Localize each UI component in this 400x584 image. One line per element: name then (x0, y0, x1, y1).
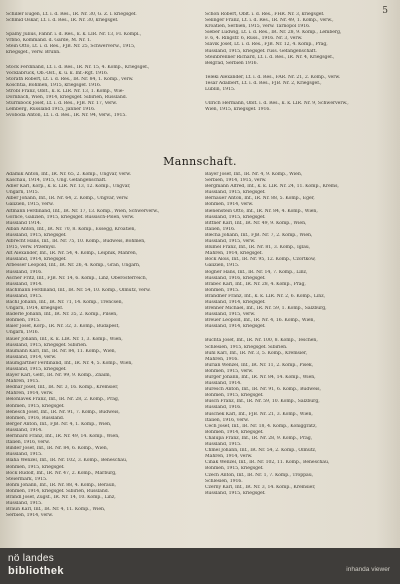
list-item: Buschek Karl, Inf., FJB. Nr. 21, 3. Komp., Wien, (205, 411, 313, 417)
list-item: Böhmen, 1915. (205, 287, 240, 293)
list-item: Russland, 1915, kriegsgef. (6, 367, 67, 372)
list-item: Russland, 1915, kriegsgef. (205, 214, 266, 220)
list-gap (6, 57, 196, 65)
list-item: Böhmen, 1914, kriegsgef. (205, 429, 264, 435)
list-item: Ungarn, 1915. (6, 190, 40, 196)
library-logo[interactable] (8, 553, 64, 577)
list-item: Russland, 1914, kriegsgef. (205, 299, 266, 305)
list-item: Russland, 1915, kriegsgef. (205, 190, 266, 196)
list-item: Böhm Johann, Inf., IR. Nr. 88, 4. Komp., Beraun, (6, 482, 116, 488)
list-gap (6, 24, 196, 32)
list-item: Cihak Wenzel, Inf., IR. Nr. 102, 11. Komp., Beneschau, (205, 460, 330, 466)
list-item: Russland, 1915. (6, 293, 43, 299)
list-item: Albrecht Hans, Inf., IR. Nr. 75, 10. Komp., Budweis, Böhmen, (6, 239, 146, 245)
list-item: Böhmen, 1914, kriegsgef. Sibirien, Russland. (6, 488, 110, 494)
list-item: Binder Josef, Inf., IR. Nr. 84, 6. Komp., Wien, (6, 446, 109, 452)
list-item: Czerny Karl, Inf., IR. Nr. 3, 14. Komp., Kremsier, (205, 484, 316, 490)
list-item: Russland, 1915. (6, 452, 43, 458)
list-item: Sturmböck Josef, Lt. i. d. Res., FJB. Nr. 17, Verw. (6, 101, 117, 107)
list-item: Blaha Wenzel, Inf., IR. Nr. 102, 3. Komp., Beneschau, (6, 458, 128, 464)
page-number: 5 (382, 6, 388, 16)
list-item: Böhmen, 1915, kriegsgef. (6, 403, 65, 409)
list-item: Slavik Josef, Lt. i. d. Res., FJB. Nr. 12, 4. Komp., Prag, (205, 42, 328, 48)
list-item: Russland, 1915, kriegsgef. (6, 232, 67, 238)
list-item: Russland, 1915, verw. (205, 312, 256, 318)
list-item: Ungarn, 1914, kriegsgef. (6, 306, 64, 312)
list-item: Schlesien, 1916. (205, 478, 243, 484)
list-item: Chalupa Franz, Inf., IR. Nr. 28, 9. Komp., Prag, (205, 435, 313, 441)
list-item: Russland, 1914. (6, 427, 43, 433)
list-item: Burger Johann, Inf., IR. Nr. 84, 14. Komp., Wien, (205, 375, 316, 380)
list-item: Schmid Oskar, Lt. i. d. Res., IR. Nr. 30, kriegsgef. (6, 18, 119, 24)
list-item: Schlesien, 1915, kriegsgef. Sibirien. (205, 344, 288, 350)
list-item: Alt Alexander, Inf., IR. Nr. 54, 4. Komp., Leipnik, Mähren, (6, 251, 138, 257)
list-item: Baier Josef, Korp., IR. Nr. 32, 3. Komp., Budapest, (6, 324, 120, 330)
list-item: Teleki Alexander, Lt. i. d. Res., FAR. Nr. 21, 2. Komp., verw. (205, 74, 341, 80)
crew-list-left (6, 172, 196, 542)
list-item: Burian Wenzel, Inf., IR. Nr. 11, 2. Komp., Pisek, (205, 362, 314, 368)
list-item: Ullrich Hermann, Oblt. i. d. Res., k. k. LIR. Nr. 9, Schwerverw., (205, 101, 349, 107)
list-item: Brandner Franz, Inf., k. k. LIR. Nr. 2, 6. Komp., Linz, (205, 293, 325, 299)
list-item: Italien, 1916, verw. (205, 417, 249, 423)
list-item: 1915, verw. Przemysl. (6, 245, 57, 251)
logo-line-2: bibliothek (8, 565, 64, 577)
list-item: Bogner Hans, Inf., IR. Nr. 14, 7. Komp., Linz, (205, 269, 308, 275)
list-item: Berger Anton, Inf., FJB. Nr. 4, 1. Komp., Wien, (6, 421, 112, 427)
list-gap (205, 67, 393, 75)
list-item: Mähren, 1914, kriegsgef. (205, 251, 263, 257)
list-item: Russland, 1914, kriegsgef. (6, 257, 67, 263)
list-item: Lublin, 1915. (205, 87, 236, 93)
list-item: Brandl Josef, Zugsf., IR. Nr. 14, 10. Komp., Linz, (6, 494, 116, 500)
list-item: Bühl Karl, Inf., IR. Nr. 3, 5. Komp., Kremsier, (205, 350, 307, 356)
list-item: Bergmann Alfred, Inf., k. k. LIR. Nr. 24, 11. Komp., Krems, (205, 184, 339, 190)
list-item: Serbien, 1914, verw. (6, 513, 54, 519)
crew-list-right (205, 172, 393, 542)
list-item: Bock Rudolf, Inf., IR. Nr. 47, 2. Komp., Marburg, (6, 470, 117, 476)
list-item: Baderle Johann, Inf., IR. Nr. 35, 2. Komp., Pilsen, (6, 312, 118, 318)
list-item: Russland, 1915, kriegsgef. Sibirien. (6, 342, 88, 348)
list-item: Brenner Michael, Inf., IR. Nr. 59, 1. Komp., Salzburg, (205, 306, 327, 312)
list-item: Adler Karl, Korp., k. k. LIR. Nr. 13, 12. Komp., Ungvár, (6, 184, 131, 190)
list-item: Russland, 1914, kriegsgef. (205, 324, 266, 330)
list-item: Lemberg, Russland 1915, Jänner 1916. (6, 107, 96, 113)
list-item: Gorlice, Galizien, 1915, kriegsgef. Russisch-Polen, verw. (6, 214, 135, 220)
officer-list-left (6, 12, 196, 119)
list-item: Mähren, 1914, verw. (205, 454, 253, 460)
list-item: Chmel Johann, Inf., IR. Nr. 54, 2. Komp., Olmütz, (205, 448, 317, 454)
list-item: Böhmen, 1915, kriegsgef. (205, 466, 264, 472)
list-item: Mähren, 1914, verw. (6, 391, 54, 397)
list-gap (205, 330, 393, 338)
list-item: Bernhard Franz, Inf., IR. Nr. 49, 14. Komp., Wien, (6, 434, 120, 440)
officer-list-right (205, 12, 393, 113)
list-item: Bayer Josef, Inf., IR. Nr. 4, 9. Komp., Wien, (205, 172, 303, 177)
list-item: Altmann Ferdinand, Inf., IR. Nr. 17, 13. Komp., Wien, Schwerverw., (6, 208, 160, 214)
list-item: Spalny Julius, Fähnr. i. d. Res., k. k. LIR. Nr. 13, FI. Kompl., (6, 32, 142, 38)
list-item: Braun Karl, Inf., IR. Nr. 4, 11. Komp., Wien, (6, 507, 106, 513)
list-item: Bachmann Ferdinand, Inf., IR. Nr. 54, 10. Komp., Olmütz, verw. (6, 287, 151, 293)
list-item: Bock Alois, Inf., IR. Nr. 95, 12. Komp., Czortków, (205, 257, 316, 263)
list-item: Galizien, 1915. (205, 263, 240, 269)
list-item: Buchta Josef, Inf., IR. Nr. 100, 8. Komp., Teschen, (205, 338, 318, 344)
list-item: Böhmen, 1915, kriegsgef. (6, 464, 65, 470)
list-item: Blecha Johann, Inf., FJB. Nr. 7, 2. Komp., Wien, (205, 232, 313, 238)
list-item: kriegsgef., verw. Brünn. (6, 50, 61, 56)
list-item: Mähren, 1916. (205, 356, 239, 362)
list-item: Böhmen, 1914, verw. (205, 202, 254, 208)
list-gap (205, 93, 393, 101)
list-item: Sieber Ludwig, Lt. i. d. Res., IR. Nr. 28, 9. Komp., Lemberg, (205, 30, 342, 36)
list-item: Galizien, 1915, verw. (6, 202, 54, 208)
list-item: Storath Robert, Lt. i. d. Res., IR. Nr. 84, 1. Komp., verw. (6, 76, 134, 82)
list-item: Bernauer Anton, Inf., IR. Nr. 88, 5. Komp., Eger, (205, 196, 315, 202)
list-item: Steiermark, 1915. (6, 476, 48, 482)
list-item: Böhmen, 1915, kriegsgef. (205, 393, 264, 399)
list-item: Baumann Karl, Inf., IR. Nr. 84, 11. Komp., Wien, (6, 348, 116, 354)
list-item: Russland, 1915, verw. (205, 239, 256, 245)
list-item: Vöcklabruck, Ob.-Öst., k. u. k. Inf.-Rgt. 1916. (6, 70, 109, 76)
list-item: Russland, 1914, verw. (6, 354, 57, 360)
list-item: Russland, 1914. (205, 381, 242, 387)
list-item: Stein Otto, Lt. i. d. Res., FJB. Nr. 25, Schwerverw., 1915, (6, 44, 136, 50)
list-item: Selinger Franz, Lt. i. d. Res., IR. Nr. 49, 1. Komp., verw., (205, 18, 334, 24)
list-item: Blümel Franz, Inf., IR. Nr. 81, 3. Komp., Iglau, (205, 245, 311, 251)
logo-line-1: nö landes (8, 553, 55, 564)
list-item: Russland 1914. (6, 220, 42, 226)
list-item: Tesar Adalbert, Lt. i. d. Res., FJB. Nr. 2, Kriegsgef., (205, 80, 322, 86)
list-item: Russland, 1915, kriegsgef. (205, 490, 266, 496)
list-item: Czech Anton, Inf., IR. Nr. 1, 7. Komp., Troppau, (205, 472, 314, 478)
viewer-label: inhanda viewer (346, 566, 390, 573)
list-item: Breuer Leopold, Inf., IR. Nr. 4, 16. Komp., Wien, (205, 318, 315, 324)
list-item: Böhmen, 1915. (6, 318, 41, 324)
list-item: Russland, 1915, kriegsgef. russ. Gefangenschaft. (205, 48, 317, 54)
list-item: Ascher Fritz, Inf., FJB. Nr. 14, 6. Komp., Linz, Oberösterreich, (6, 275, 148, 281)
list-item: Vrbno, Kommand. d. Garde, M. Nr. 1. (6, 38, 92, 44)
list-item: Böhmen, 1915, verw. (205, 368, 254, 374)
list-item: Adamik Anton, Inf., IR. Nr. 65, 2. Komp., Ungvár, verw. (6, 172, 132, 177)
list-item: Russland, 1916. (6, 269, 43, 275)
list-item: Arbesser Leopold, Inf., IR. Nr. 26, 4. Komp., Gran, Ungarn, (6, 263, 141, 269)
list-item: Busch Franz, Inf., IR. Nr. 59, 10. Komp., Salzburg, (205, 399, 320, 405)
list-item: Cech Josef, Inf., IR. Nr. 18, 4. Komp., Königgrätz, (205, 423, 317, 429)
list-item: Brabec Karl, Inf., IR. Nr. 28, 4. Komp., Prag, (205, 281, 306, 287)
list-item: Russland, 1914. (6, 281, 43, 287)
list-item: Baumgartner Ferdinand, Inf., IR. Nr. 4, 5. Komp., Wien, (6, 360, 133, 366)
list-item: Benesch Josef, Inf., IR. Nr. 91, 7. Komp., Budweis, (6, 409, 120, 415)
list-item: Bayer Karl, Gefr., IR. Nr. 99, 9. Komp., Znaim, (6, 373, 112, 379)
list-item: Russland, 1915. (205, 442, 242, 448)
list-item: Alber Johann, Inf., IR. Nr. 64, 2. Komp., Ungvár, verw. (6, 196, 129, 202)
list-item: F. 6, 4. Ringstr. 6, Russ., 1916. Nr. 3, verw. (205, 36, 303, 42)
list-item: Bienenstein Otto, Inf., IR. Nr. 84, 4. Komp., Wien, (205, 208, 318, 214)
section-heading: Mannschaft. (163, 155, 237, 168)
list-item: Böhmen, 1916, Russland. (6, 415, 65, 421)
list-item: Schön Robert, Oblt. i. d. Res., FHR. Nr. 3, kriegsgef. (205, 12, 325, 17)
list-item: Belohlavek Franz, Inf., IR. Nr. 28, 2. Komp., Prag, (6, 397, 120, 403)
list-item: Dornbach, Wien, 1914, kriegsgef. Sibirien, Russland. (6, 95, 128, 101)
list-item: Italien, 1916, verw. (6, 440, 50, 446)
list-item: Bednar Josef, Inf., IR. Nr. 3, 16. Komp., Kremsier, (6, 385, 119, 391)
list-item: Belgrad, Serbien 1916. (205, 60, 258, 66)
list-item: Russland, 1916. (205, 405, 242, 411)
list-item: Bachl Johann, Inf., IR. Nr. 71, 14. Komp., Trencsén, (6, 299, 123, 305)
list-item: Bauer Johann, Inf., k. k. LIR. Nr. 1, 3. Komp., Wien, (6, 336, 123, 342)
list-item: Bittner Karl, Inf., IR. Nr. 49, 9. Komp., Wien, (205, 220, 307, 226)
list-item: Svoboda Anton, Lt. i. d. Res., IR. Nr. 94, Verw., 1915. (6, 113, 127, 119)
list-item: Steinbrenner Richard, Lt. i. d. Res., IR. Nr. 4, Kriegsgef., (205, 54, 335, 60)
list-item: Russland, 1915. (6, 501, 43, 507)
list-item: Koschtia, Böhmen, 1915, kriegsgef. 1916. (6, 82, 102, 88)
list-item: Stock Ferdinand, Lt. i. d. Res., IR. Nr. 15, 4. Komp., Kriegsgef., (6, 64, 150, 70)
list-item: Italien, 1916. (205, 226, 236, 232)
list-item: Kroatien, Serbien, 1915, verw. Tarnopol 1916. (205, 24, 311, 30)
list-item: Strobl Franz, Oblt., k. k. LIR. Nr. 13, 1. Komp., Wie- (6, 88, 124, 94)
list-item: Buresch Anton, Inf., IR. Nr. 91, 6. Komp., Budweis, (205, 387, 321, 393)
list-item: Serbien, 1914, 1915, verw. (205, 178, 267, 184)
list-item: Schiller Eugen, Lt. i. d. Res., IR. Nr. 30, G. Z. l. kriegsgef. (6, 12, 137, 17)
list-item: Mähren, 1915. (6, 379, 40, 385)
list-item: Wien, 1915, kriegsgef. 1916. (205, 107, 271, 113)
list-item: Kaschau, 1914, 1915, Ung. Gefangenschaft. (6, 178, 107, 184)
list-item: Russland, 1916, kriegsgef. (205, 275, 266, 281)
list-item: Alban Anton, Inf., IR. Nr. 70, 8. Komp., Essegg, Kroatien, (6, 226, 136, 232)
list-item: Ungarn, 1916. (6, 330, 40, 336)
